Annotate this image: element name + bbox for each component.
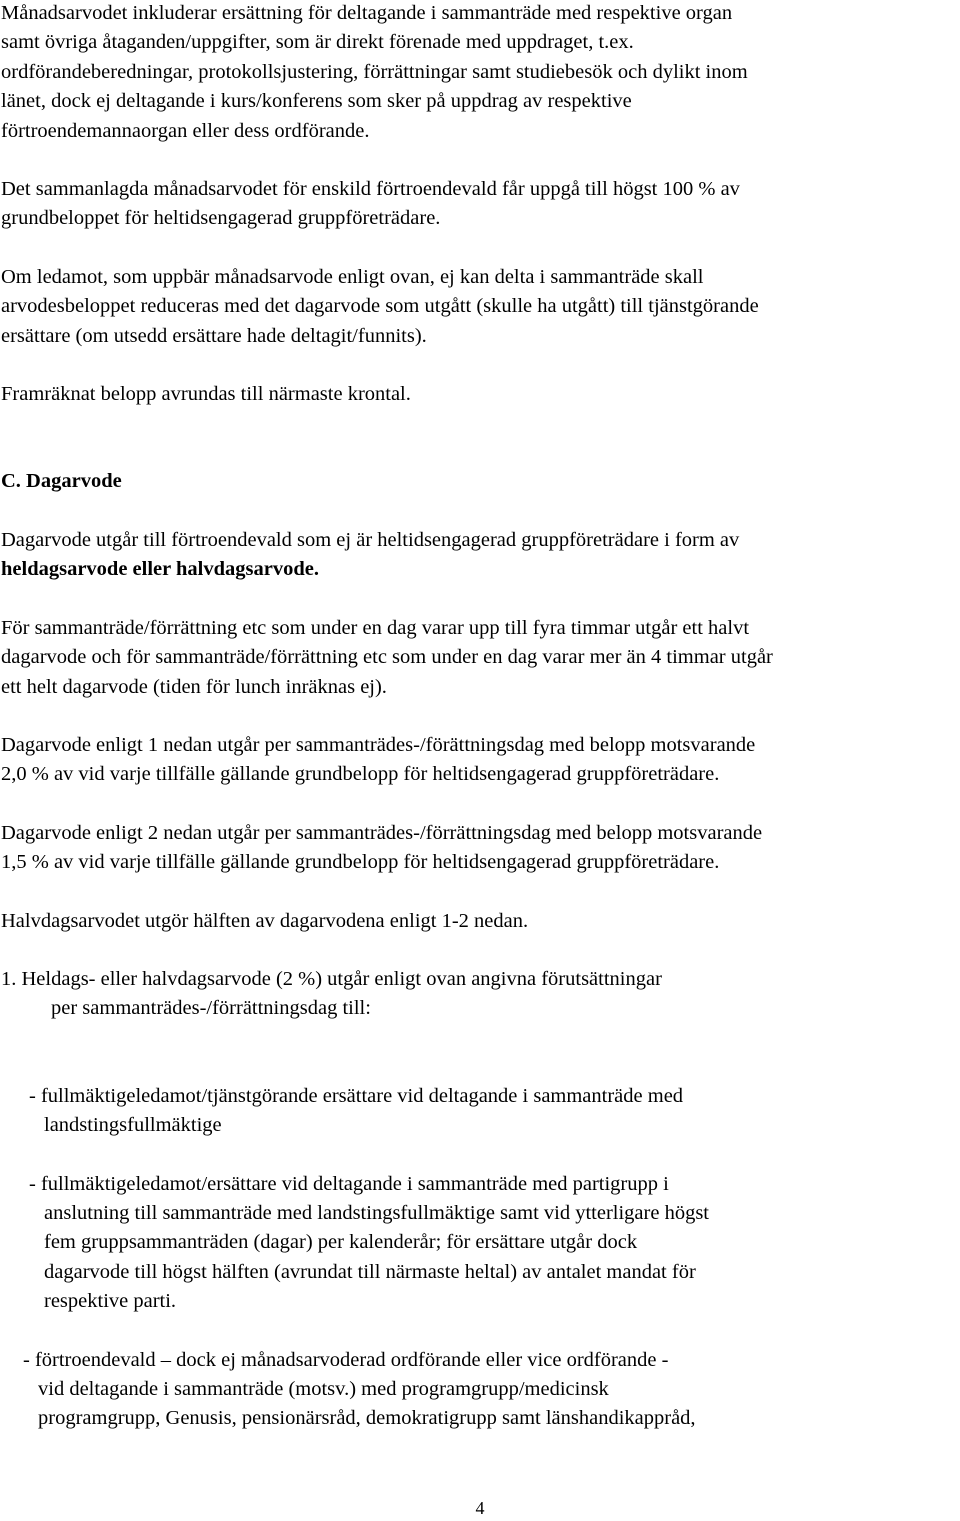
- text-line: Dagarvode utgår till förtroendevald som ej är heltidsengagerad gruppföreträdare i form av: [1, 528, 740, 551]
- text-line: Det sammanlagda månadsarvodet för enskild förtroendevald får uppgå till högst 100 % av: [1, 178, 740, 201]
- meeting-duration-paragraph: [1, 614, 953, 702]
- text-line: Halvdagsarvodet utgör hälften av dagarvodena enligt 1-2 nedan.: [1, 909, 529, 932]
- text-line: 2,0 % av vid varje tillfälle gällande grundbelopp för heltidsengagerad gruppföreträdare.: [1, 763, 720, 786]
- dash-item-1: [1, 1082, 953, 1141]
- text-line: Framräknat belopp avrundas till närmaste krontal.: [1, 383, 411, 406]
- section-heading: [1, 467, 953, 496]
- text-line: Om ledamot, som uppbär månadsarvode enligt ovan, ej kan delta i sammanträde skall: [1, 265, 704, 288]
- reduction-paragraph: [1, 263, 953, 351]
- text-line: 1,5 % av vid varje tillfälle gällande grundbelopp för heltidsengagerad gruppföreträdare.: [1, 851, 720, 874]
- text-line: respektive parti.: [44, 1290, 177, 1313]
- text-line: dagarvode och för sammanträde/förrättning etc som under en dag varar mer än 4 timmar utgår: [1, 646, 773, 669]
- max-fee-paragraph: [1, 175, 953, 234]
- dash-item-3: [1, 1346, 953, 1434]
- rate-two-paragraph: [1, 819, 953, 878]
- numbered-item-1: [1, 965, 953, 1024]
- heading-text: C. Dagarvode: [1, 470, 122, 493]
- text-line: länet, dock ej deltagande i kurs/konferens som sker på uppdrag av respektive: [1, 90, 632, 113]
- document-page: [1, 0, 953, 1434]
- text-line: 1. Heldags- eller halvdagsarvode (2 %) utgår enligt ovan angivna förutsättningar: [1, 967, 662, 990]
- rate-one-paragraph: [1, 731, 953, 790]
- text-line: programgrupp, Genusis, pensionärsråd, demokratigrupp samt länshandikappråd,: [38, 1407, 696, 1430]
- text-line: anslutning till sammanträde med landstingsfullmäktige samt vid ytterligare högst: [44, 1201, 709, 1224]
- intro-paragraph: [1, 0, 953, 146]
- dash-item-2: [1, 1170, 953, 1317]
- text-line: Dagarvode enligt 2 nedan utgår per sammanträdes-/förrättningsdag med belopp motsvarande: [1, 821, 763, 844]
- text-line: Dagarvode enligt 1 nedan utgår per sammanträdes-/förättningsdag med belopp motsvarande: [1, 733, 756, 756]
- text-line: grundbeloppet för heltidsengagerad gruppföreträdare.: [1, 207, 441, 230]
- text-line: ersättare (om utsedd ersättare hade deltagit/funnits).: [1, 324, 427, 347]
- text-line: ett helt dagarvode (tiden för lunch inräknas ej).: [1, 675, 387, 698]
- text-line: landstingsfullmäktige: [44, 1114, 222, 1137]
- text-line: per sammanträdes-/förrättningsdag till:: [51, 997, 371, 1020]
- half-day-paragraph: [1, 907, 953, 936]
- text-line: vid deltagande i sammanträde (motsv.) med programgrupp/medicinsk: [38, 1378, 609, 1400]
- text-line: ordförandeberedningar, protokollsjustering, förrättningar samt studiebesök och dylikt inom: [1, 60, 748, 83]
- text-line: För sammanträde/förrättning etc som under en dag varar upp till fyra timmar utgår ett halvt: [1, 616, 750, 639]
- text-line: samt övriga åtaganden/uppgifter, som är direkt förenade med uppdraget, t.ex.: [1, 31, 634, 54]
- text-line: fem gruppsammanträden (dagar) per kalenderår; för ersättare utgår dock: [44, 1231, 638, 1254]
- bold-text-line: heldagsarvode eller halvdagsarvode.: [1, 558, 319, 581]
- text-line: Månadsarvodet inkluderar ersättning för deltagande i sammanträde med respektive organ: [1, 2, 733, 24]
- text-line: - fullmäktigeledamot/ersättare vid deltagande i sammanträde med partigrupp i: [29, 1172, 669, 1195]
- text-line: arvodesbeloppet reduceras med det dagarvode som utgått (skulle ha utgått) till tjänstgörande: [1, 295, 759, 318]
- daily-fee-intro: [1, 526, 953, 585]
- page-number: 4: [475, 1498, 485, 1518]
- text-line: - fullmäktigeledamot/tjänstgörande ersättare vid deltagande i sammanträde med: [29, 1084, 684, 1107]
- text-line: - förtroendevald – dock ej månadsarvoderad ordförande eller vice ordförande -: [23, 1348, 669, 1371]
- text-line: förtroendemannaorgan eller dess ordförande.: [1, 119, 370, 142]
- rounding-paragraph: [1, 380, 953, 409]
- text-line: dagarvode till högst hälften (avrundat till närmaste heltal) av antalet mandat för: [44, 1260, 696, 1283]
